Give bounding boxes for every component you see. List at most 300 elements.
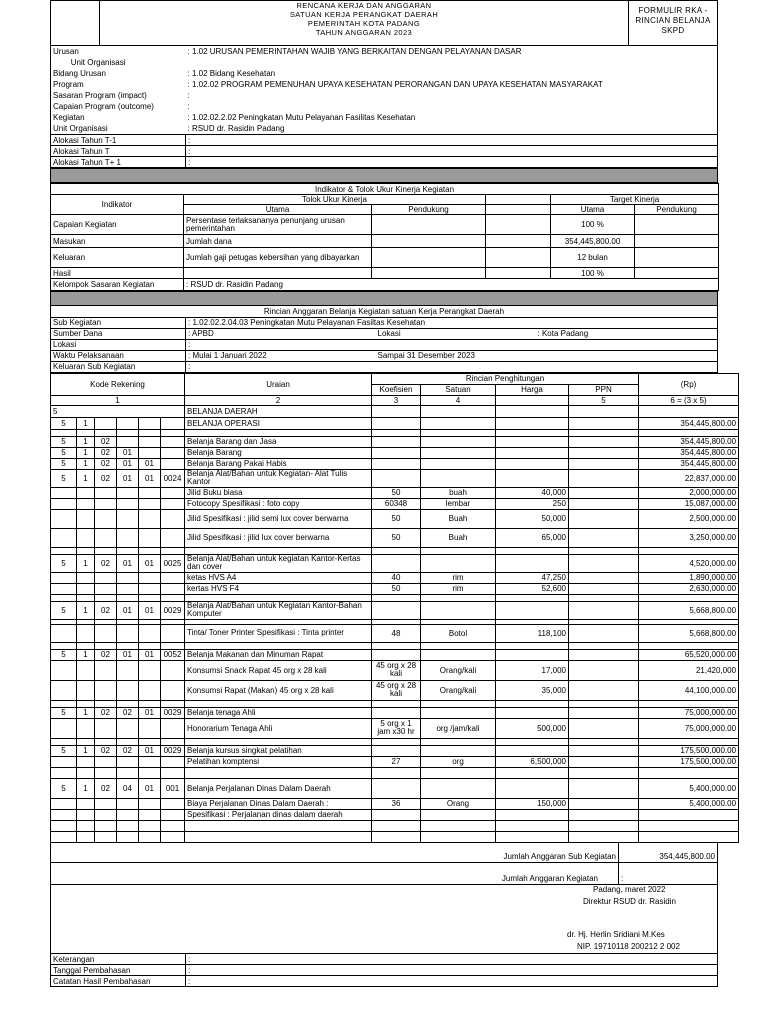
alokasi-label: Alokasi Tahun T+ 1 [51, 157, 186, 168]
total-cell [639, 831, 739, 842]
alokasi-label: Alokasi Tahun T [51, 146, 186, 157]
form-code-line: SKPD [661, 26, 685, 35]
total-cell: 175,500,000.00 [639, 745, 739, 756]
kelompok-label: Kelompok Sasaran Kegiatan [51, 279, 184, 291]
kode-cell [95, 798, 117, 809]
kode-cell [139, 509, 161, 528]
kode-cell [95, 594, 117, 601]
header-line: RENCANA KERJA DAN ANGGARAN [296, 1, 432, 10]
kode-cell [77, 642, 95, 649]
kode-cell: 02 [95, 778, 117, 798]
budget-row [51, 458, 739, 469]
kode-cell [161, 509, 185, 528]
indikator-target: 12 bulan [551, 248, 635, 268]
koefisien-cell [372, 778, 421, 798]
kode-cell [161, 498, 185, 509]
header-logo-space [51, 1, 100, 45]
harga-cell [496, 405, 569, 417]
kode-cell [117, 509, 139, 528]
head-num: 2 [185, 395, 372, 405]
kode-cell [139, 798, 161, 809]
kode-cell [161, 820, 185, 831]
total-cell [639, 738, 739, 745]
head-kode: Kode Rekening [51, 373, 185, 395]
total-keg-value: : [619, 874, 718, 885]
kode-cell [51, 756, 77, 767]
head-num: 3 [372, 395, 421, 405]
rincian-info [50, 306, 718, 373]
lokasi-mid-value: : Kota Padang [537, 329, 589, 338]
budget-row [51, 756, 739, 767]
rincian-title: Rincian Anggaran Belanja Kegiatan satuan Kerja Perangkat Daerah [51, 306, 718, 317]
ppn-cell [569, 429, 639, 436]
kode-cell [77, 509, 95, 528]
kode-cell: 01 [139, 554, 161, 572]
harga-cell [496, 601, 569, 619]
kode-cell [117, 798, 139, 809]
kode-cell: 1 [77, 417, 95, 429]
kode-cell [77, 624, 95, 642]
total-cell [639, 594, 739, 601]
kode-cell: 01 [117, 469, 139, 487]
uraian-cell: Belanja Barang [185, 447, 372, 458]
uraian-cell: Konsumsi Snack Rapat 45 org x 28 kali [185, 660, 372, 680]
kode-cell: 001 [161, 778, 185, 798]
kode-cell [161, 429, 185, 436]
budget-row [51, 436, 739, 447]
sign-name: dr. Hj. Herlin Sridiani M.Kes [567, 930, 665, 939]
kode-cell [77, 680, 95, 700]
total-cell: 354,445,800.00 [639, 417, 739, 429]
budget-row [51, 767, 739, 778]
ppn-cell [569, 680, 639, 700]
satuan-cell: rim [421, 583, 496, 594]
kode-cell [95, 700, 117, 707]
footer-value: : [186, 965, 718, 976]
info-value: : [187, 91, 190, 100]
kode-cell: 01 [139, 458, 161, 469]
ppn-cell [569, 601, 639, 619]
harga-cell [496, 594, 569, 601]
harga-cell [496, 429, 569, 436]
total-cell: 75,000,000.00 [639, 718, 739, 738]
form-code [629, 1, 717, 45]
satuan-cell [421, 601, 496, 619]
harga-cell [496, 649, 569, 660]
kode-cell: 02 [95, 554, 117, 572]
kode-cell: 01 [117, 458, 139, 469]
kode-cell: 5 [51, 601, 77, 619]
satuan-cell: Botol [421, 624, 496, 642]
koefisien-cell [372, 458, 421, 469]
uraian-cell: Belanja Alat/Bahan untuk kegiatan Kantor-Kertas dan cover [185, 554, 372, 572]
kode-cell [161, 798, 185, 809]
uraian-cell: Fotocopy Spesifikasi : foto copy [185, 498, 372, 509]
kode-cell: 0029 [161, 707, 185, 718]
kode-cell [77, 820, 95, 831]
total-cell [639, 547, 739, 554]
indikator-tolok [184, 268, 372, 279]
kode-cell [77, 756, 95, 767]
kode-cell [117, 528, 139, 547]
total-cell: 354,445,800.00 [639, 447, 739, 458]
info-value: : 1.02 URUSAN PEMERINTAHAN WAJIB YANG BERKAITAN DENGAN PELAYANAN DASAR [187, 47, 522, 56]
ppn-cell [569, 498, 639, 509]
kode-cell [161, 700, 185, 707]
indikator-label: Masukan [51, 235, 184, 248]
kode-cell: 01 [117, 601, 139, 619]
koefisien-cell: 5 org x 1 jam x30 hr [372, 718, 421, 738]
budget-row [51, 417, 739, 429]
kode-cell [139, 831, 161, 842]
kode-cell [139, 429, 161, 436]
kode-cell: 5 [51, 417, 77, 429]
ppn-cell [569, 767, 639, 778]
ppn-cell [569, 458, 639, 469]
kode-cell [51, 583, 77, 594]
ppn-cell [569, 831, 639, 842]
kode-cell: 1 [77, 447, 95, 458]
satuan-cell [421, 831, 496, 842]
head-rp: (Rp) [639, 373, 739, 395]
kode-cell [77, 528, 95, 547]
harga-cell: 50,000 [496, 509, 569, 528]
satuan-cell [421, 554, 496, 572]
kode-cell [117, 738, 139, 745]
indikator-label: Hasil [51, 268, 184, 279]
harga-cell: 500,000 [496, 718, 569, 738]
ppn-cell [569, 738, 639, 745]
koefisien-cell [372, 405, 421, 417]
total-cell: 5,668,800.00 [639, 624, 739, 642]
budget-table [50, 373, 739, 843]
total-cell [639, 429, 739, 436]
uraian-cell: Belanja Makanan dan Minuman Rapat [185, 649, 372, 660]
kode-cell [77, 429, 95, 436]
kode-cell [117, 498, 139, 509]
uraian-cell: Spesifikasi : Perjalanan dinas dalam daerah [185, 809, 372, 820]
kode-cell [161, 831, 185, 842]
uraian-cell [185, 429, 372, 436]
budget-row [51, 745, 739, 756]
harga-cell: 40,000 [496, 487, 569, 498]
kode-cell [95, 831, 117, 842]
budget-row [51, 624, 739, 642]
ppn-cell [569, 594, 639, 601]
budget-row [51, 583, 739, 594]
budget-row [51, 680, 739, 700]
sub-kegiatan-label: Sub Kegiatan [51, 317, 186, 328]
kode-cell [95, 718, 117, 738]
header-line: PEMERINTAH KOTA PADANG [307, 19, 421, 28]
satuan-cell [421, 649, 496, 660]
uraian-cell: Jilid Spesifikasi : jilid lux cover berwarna [185, 528, 372, 547]
sign-place-date: Padang, maret 2022 [593, 885, 666, 894]
uraian-cell: Belanja Alat/Bahan untuk Kegiatan- Alat Tulis Kantor [185, 469, 372, 487]
info-value: : RSUD dr. Rasidin Padang [187, 124, 285, 133]
indikator-target: 100 % [551, 268, 635, 279]
total-cell: 21,420,000 [639, 660, 739, 680]
kode-cell [77, 700, 95, 707]
harga-cell [496, 809, 569, 820]
kode-cell: 01 [117, 554, 139, 572]
budget-row [51, 707, 739, 718]
sign-title: Direktur RSUD dr. Rasidin [583, 897, 676, 906]
indikator-tolok: Jumlah gaji petugas kebersihan yang dibayarkan [184, 248, 372, 268]
kode-cell [117, 417, 139, 429]
kode-cell [95, 660, 117, 680]
total-cell: 175,500,000.00 [639, 756, 739, 767]
total-cell: 5,400,000.00 [639, 798, 739, 809]
satuan-cell: buah [421, 487, 496, 498]
kode-cell [117, 547, 139, 554]
indikator-label: Keluaran [51, 248, 184, 268]
budget-row [51, 594, 739, 601]
kode-cell [117, 680, 139, 700]
harga-cell: 52,600 [496, 583, 569, 594]
sumber-dana-value: : APBD [188, 329, 214, 338]
kode-cell [139, 547, 161, 554]
kode-cell: 1 [77, 778, 95, 798]
kode-cell: 01 [139, 707, 161, 718]
kode-cell: 5 [51, 649, 77, 660]
harga-cell: 17,000 [496, 660, 569, 680]
kode-cell [77, 572, 95, 583]
kode-cell [139, 572, 161, 583]
total-cell: 75,000,000.00 [639, 707, 739, 718]
kode-cell: 5 [51, 405, 185, 417]
kode-cell: 02 [95, 436, 117, 447]
koefisien-cell: 60348 [372, 498, 421, 509]
indikator-table [50, 183, 719, 291]
budget-row [51, 649, 739, 660]
header-line: SATUAN KERJA PERANGKAT DAERAH [289, 10, 439, 19]
satuan-cell [421, 738, 496, 745]
uraian-cell: Pelatihan komptensi [185, 756, 372, 767]
kode-cell: 02 [95, 469, 117, 487]
head-rincian: Rincian Penghitungan [372, 373, 639, 384]
koefisien-cell: 48 [372, 624, 421, 642]
total-cell [639, 405, 739, 417]
uraian-cell: BELANJA OPERASI [185, 417, 372, 429]
signature-block [50, 885, 718, 953]
kode-cell: 01 [139, 601, 161, 619]
kode-cell [139, 498, 161, 509]
uraian-cell [185, 700, 372, 707]
total-cell: 44,100,000.00 [639, 680, 739, 700]
budget-row [51, 498, 739, 509]
kode-cell: 1 [77, 436, 95, 447]
kode-cell [161, 594, 185, 601]
kode-cell [51, 700, 77, 707]
kode-cell: 01 [117, 447, 139, 458]
satuan-cell: org /jam/kali [421, 718, 496, 738]
uraian-cell: Belanja tenaga Ahli [185, 707, 372, 718]
footer-label: Keterangan [51, 954, 186, 965]
waktu-sampai: Sampai 31 Desember 2023 [377, 351, 475, 360]
kode-cell: 1 [77, 469, 95, 487]
alokasi-value: : [186, 146, 718, 157]
kode-cell [51, 831, 77, 842]
ppn-cell [569, 509, 639, 528]
ppn-cell [569, 649, 639, 660]
info-label: Bidang Urusan [53, 69, 106, 78]
kode-cell [161, 660, 185, 680]
total-sub-value: 354,445,800.00 [619, 852, 718, 863]
budget-row [51, 547, 739, 554]
koefisien-cell [372, 417, 421, 429]
kode-cell [77, 767, 95, 778]
satuan-cell [421, 447, 496, 458]
satuan-cell: rim [421, 572, 496, 583]
uraian-cell: Belanja kursus singkat pelatihan [185, 745, 372, 756]
koefisien-cell [372, 700, 421, 707]
satuan-cell [421, 820, 496, 831]
uraian-cell: BELANJA DAERAH [185, 405, 372, 417]
info-label: Unit Organisasi [53, 124, 108, 133]
budget-row [51, 738, 739, 745]
kode-cell: 02 [95, 447, 117, 458]
kode-cell [161, 447, 185, 458]
satuan-cell: Orang [421, 798, 496, 809]
total-cell [639, 642, 739, 649]
kode-cell [51, 509, 77, 528]
ppn-cell [569, 798, 639, 809]
budget-row [51, 831, 739, 842]
kode-cell: 01 [139, 778, 161, 798]
info-label: Capaian Program (outcome) [53, 102, 154, 111]
harga-cell [496, 831, 569, 842]
koefisien-cell [372, 767, 421, 778]
satuan-cell: org [421, 756, 496, 767]
kode-cell [139, 680, 161, 700]
waktu-label: Waktu Pelaksanaan [51, 350, 186, 361]
kode-cell: 01 [117, 649, 139, 660]
ppn-cell [569, 436, 639, 447]
kode-cell [51, 487, 77, 498]
kode-cell [139, 447, 161, 458]
uraian-cell: Belanja Alat/Bahan untuk Kegiatan Kantor-Bahan Komputer [185, 601, 372, 619]
kode-cell [117, 583, 139, 594]
ppn-cell [569, 469, 639, 487]
lokasi-value: : [188, 340, 191, 349]
kode-cell: 0029 [161, 601, 185, 619]
kode-cell [77, 809, 95, 820]
uraian-cell: Tinta/ Toner Printer Spesifikasi : Tinta printer [185, 624, 372, 642]
koefisien-cell [372, 429, 421, 436]
kode-cell [51, 624, 77, 642]
kode-cell [161, 642, 185, 649]
uraian-cell: Konsumsi Rapat (Makan) 45 org x 28 kali [185, 680, 372, 700]
kode-cell [95, 417, 117, 429]
kode-cell: 0052 [161, 649, 185, 660]
uraian-cell [185, 594, 372, 601]
kode-cell [51, 429, 77, 436]
harga-cell [496, 554, 569, 572]
uraian-cell: Belanja Perjalanan Dinas Dalam Daerah [185, 778, 372, 798]
alokasi-value: : [186, 135, 718, 146]
kode-cell: 5 [51, 447, 77, 458]
info-label: Urusan [53, 47, 79, 56]
kode-cell [117, 700, 139, 707]
indikator-target: 354,445,800.00 [551, 235, 635, 248]
kode-cell: 02 [95, 745, 117, 756]
uraian-cell: Jilid Spesifikasi : jilid semi lux cover berwarna [185, 509, 372, 528]
ppn-cell [569, 820, 639, 831]
kode-cell [95, 756, 117, 767]
harga-cell: 250 [496, 498, 569, 509]
kode-cell [95, 809, 117, 820]
ppn-cell [569, 707, 639, 718]
harga-cell [496, 436, 569, 447]
budget-row [51, 809, 739, 820]
keluaran-sub-value: : [188, 362, 191, 371]
harga-cell: 150,000 [496, 798, 569, 809]
ppn-cell [569, 778, 639, 798]
total-cell [639, 767, 739, 778]
head-harga: Harga [496, 384, 569, 395]
separator-bar [50, 291, 718, 306]
totals-block [50, 843, 718, 886]
uraian-cell: ketas HVS A4 [185, 572, 372, 583]
kode-cell [139, 642, 161, 649]
head-num: 4 [421, 395, 496, 405]
ppn-cell [569, 583, 639, 594]
uraian-cell: Belanja Barang dan Jasa [185, 436, 372, 447]
uraian-cell [185, 767, 372, 778]
kode-cell [77, 583, 95, 594]
kode-cell [161, 624, 185, 642]
kode-cell [117, 718, 139, 738]
kode-cell [95, 820, 117, 831]
ppn-cell [569, 547, 639, 554]
kode-cell [51, 680, 77, 700]
kode-cell [51, 572, 77, 583]
satuan-cell [421, 707, 496, 718]
kode-cell [139, 756, 161, 767]
kode-cell: 0029 [161, 745, 185, 756]
kode-cell [77, 487, 95, 498]
kode-cell [51, 528, 77, 547]
kode-cell: 5 [51, 458, 77, 469]
satuan-cell: Orang/kali [421, 660, 496, 680]
form-code-line: FORMULIR RKA - [638, 6, 708, 15]
form-code-line: RINCIAN BELANJA [635, 16, 711, 25]
uraian-cell: Biaya Perjalanan Dinas Dalam Daerah : [185, 798, 372, 809]
koefisien-cell: 45 org x 28 kali [372, 660, 421, 680]
budget-row [51, 405, 739, 417]
info-label: Program [53, 80, 84, 89]
kode-cell: 1 [77, 458, 95, 469]
indikator-tolok: Persentase terlaksananya penunjang urusan pemerintahan [184, 215, 372, 235]
koefisien-cell: 27 [372, 756, 421, 767]
info-value [186, 57, 718, 68]
kode-cell: 02 [95, 649, 117, 660]
kode-cell [51, 594, 77, 601]
kode-cell [95, 509, 117, 528]
kode-cell [51, 767, 77, 778]
kode-cell [161, 458, 185, 469]
kode-cell: 01 [139, 469, 161, 487]
total-cell: 2,000,000.00 [639, 487, 739, 498]
kode-cell: 1 [77, 745, 95, 756]
ppn-cell [569, 700, 639, 707]
satuan-cell [421, 405, 496, 417]
uraian-cell: Honorarium Tenaga Ahli [185, 718, 372, 738]
kode-cell [139, 624, 161, 642]
head-num: 6 = (3 x 5) [639, 395, 739, 405]
koefisien-cell: 45 org x 28 kali [372, 680, 421, 700]
